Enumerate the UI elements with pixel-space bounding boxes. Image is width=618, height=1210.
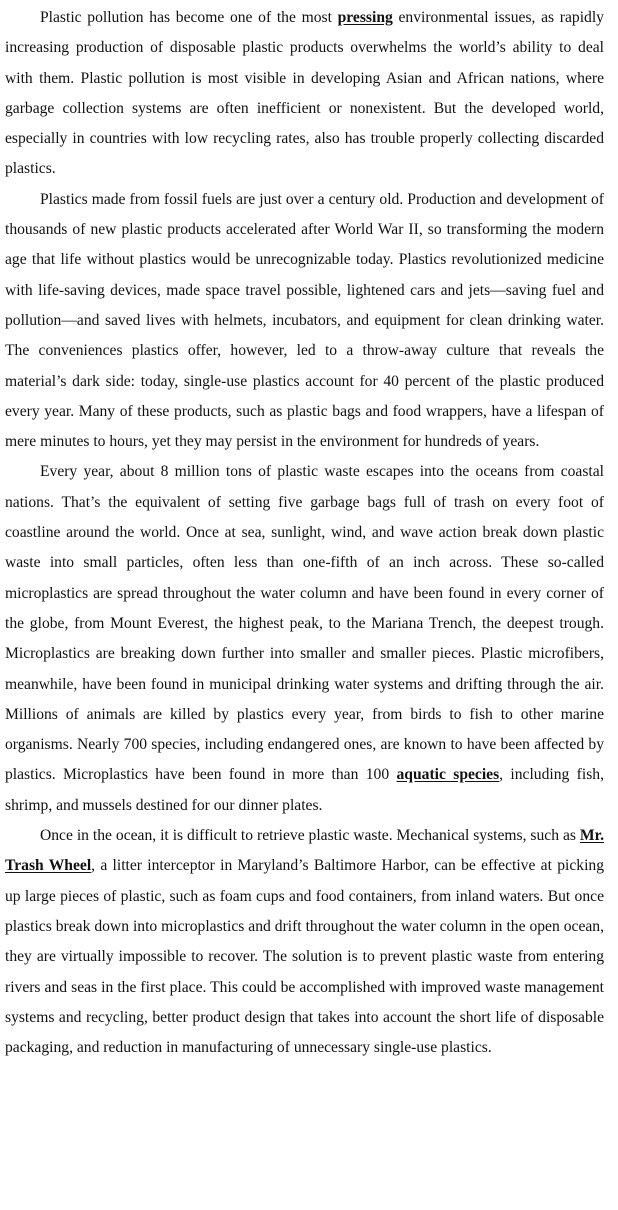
text-run: , a litter interceptor in Maryland’s Baltimore Harbor, can be effective at picking up large pieces of plastic, such as foam cups and food containers, from inland waters. But once plastics break down into microplastics and drift throughout the water column in the open ocean, they are virtually impossible to recover. The solution is to prevent plastic waste from entering rivers and seas in the first place. This could be accomplished with improved waste management systems and recycling, better product design that takes into account the short life of disposable packaging, and reduction in manufacturing of unnecessary single-use plastics. bbox=[5, 857, 604, 1057]
paragraph-4 bbox=[5, 821, 604, 1063]
text-run: Plastic pollution has become one of the most bbox=[40, 9, 338, 26]
highlighted-term-pressing: pressing bbox=[337, 9, 393, 26]
text-run: environmental issues, as rapidly increasing production of disposable plastic products overwhelms the world’s ability to deal with them. Plastic pollution is most visible in developing Asian and African nations, where garbage collection systems are often inefficient or nonexistent. But the developed world, especially in countries with low recycling rates, also has trouble properly collecting discarded plastics. bbox=[5, 9, 604, 178]
highlighted-term-aquatic-species: aquatic species bbox=[396, 766, 500, 784]
paragraph-2 bbox=[5, 185, 604, 458]
paragraph-3 bbox=[5, 457, 604, 821]
text-run: , including fish, shrimp, and mussels destined for our dinner plates. bbox=[5, 766, 604, 814]
paragraph-1 bbox=[5, 3, 604, 185]
text-run: Once in the ocean, it is difficult to retrieve plastic waste. Mechanical systems, such as bbox=[40, 827, 580, 845]
text-run: Every year, about 8 million tons of plastic waste escapes into the oceans from coastal nations. That’s the equivalent of setting five garbage bags full of trash on every foot of coastline around the world. Once at sea, sunlight, wind, and wave action break down plastic waste into small particles, often less than one-fifth of an inch across. These so-called microplastics are spread throughout the water column and have been found in every corner of the globe, from Mount Everest, the highest peak, to the Mariana Trench, the deepest trough. Microplastics are breaking down further into smaller and smaller pieces. Plastic microfibers, meanwhile, have been found in municipal drinking water systems and drifting through the air. Millions of animals are killed by plastics every year, from birds to fish to other marine organisms. Nearly 700 species, including endangered ones, are known to have been affected by plastics. Microplastics have been found in more than 100 bbox=[5, 463, 604, 784]
highlighted-term-mr-trash-wheel: Mr. Trash Wheel bbox=[5, 827, 604, 875]
text-run: Plastics made from fossil fuels are just over a century old. Production and development of thousands of new plastic products accelerated after World War II, so transforming the modern age that life without plastics would be unrecognizable today. Plastics revolutionized medicine with life-saving devices, made space travel possible, lightened cars and jets—saving fuel and pollution—and saved lives with helmets, incubators, and equipment for clean drinking water. The conveniences plastics offer, however, led to a throw-away culture that reveals the material’s dark side: today, single-use plastics account for 40 percent of the plastic produced every year. Many of these products, such as plastic bags and food wrappers, have a lifespan of mere minutes to hours, yet they may persist in the environment for hundreds of years. bbox=[5, 190, 604, 451]
